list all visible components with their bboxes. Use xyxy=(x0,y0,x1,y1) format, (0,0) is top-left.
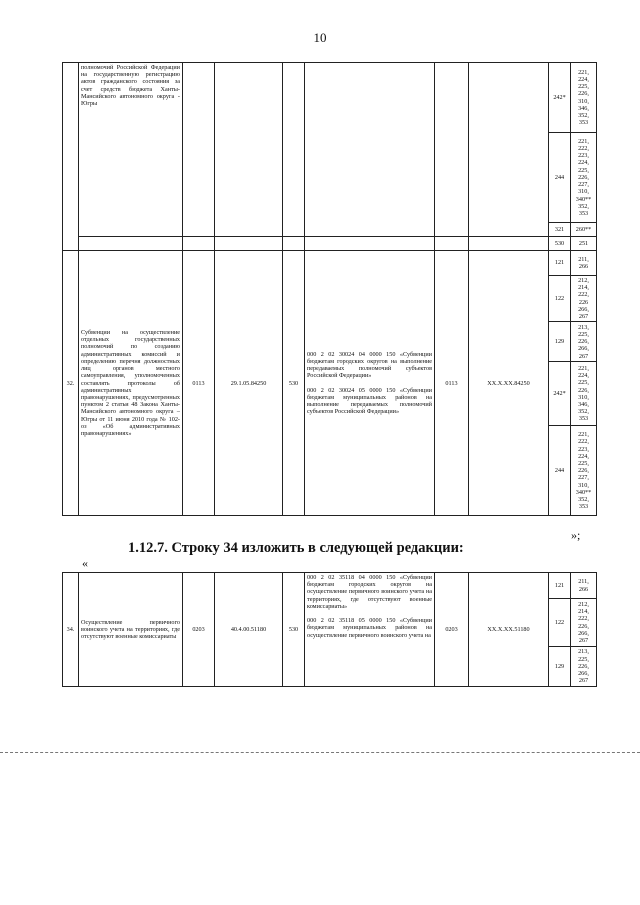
target-article: 29.1.05.84250 xyxy=(215,251,283,516)
income-code: 000 2 02 30024 04 0000 150 «Субвенции бюджетам городских округов на выполнение передаваемых полномочий субъектов Российской Федерации» 000 2 02 30024 05 0000 150 «Субвенции бюджетам муниципальных районов на выполнение передаваемых полномочий субъектов Российской Федерации» xyxy=(305,251,435,516)
expense-type: 530 xyxy=(283,573,305,687)
expense-code: 129 xyxy=(549,322,571,362)
subcode-list: 213, 225, 226, 266, 267 xyxy=(571,647,597,687)
subcode-list: 213, 225, 226, 266, 267 xyxy=(571,322,597,362)
table-row-34 xyxy=(62,572,597,687)
expense-code: 530 xyxy=(549,237,571,251)
subcode-list: 212, 214, 222, 226 266, 267 xyxy=(571,276,597,322)
table-row xyxy=(63,63,79,251)
expense-code: 242* xyxy=(549,362,571,426)
expense-code: 122 xyxy=(549,276,571,322)
item-description: полномочий Российской Федерации на государственную регистрацию актов гражданского состояния за счет средств бюджета Ханты-Мансийского автономного округа - Югры xyxy=(79,63,183,237)
closing-quote: »; xyxy=(571,528,581,542)
target-article-2: ХХ.Х.ХХ.51180 xyxy=(469,573,549,687)
subcode-list: 251 xyxy=(571,237,597,251)
expense-code: 242* xyxy=(549,63,571,133)
section-code-2: 0113 xyxy=(435,251,469,516)
subcode-list: 211, 266 xyxy=(571,573,597,599)
row-number: 34. xyxy=(63,573,79,687)
target-article: 40.4.00.51180 xyxy=(215,573,283,687)
subcode-list: 260** xyxy=(571,223,597,237)
subcode-list: 221, 224, 225, 226, 310, 346, 352, 353 xyxy=(571,63,597,133)
opening-quote: « xyxy=(82,556,88,570)
expense-type: 530 xyxy=(283,251,305,516)
expense-code: 129 xyxy=(549,647,571,687)
subcode-list: 212, 214, 222, 226, 266, 267 xyxy=(571,599,597,647)
section-heading: 1.12.7. Строку 34 изложить в следующей редакции: xyxy=(128,540,464,556)
subcode-list: 221, 222, 223, 224, 225, 226, 227, 310, 340** 352, 353 xyxy=(571,426,597,516)
expense-code: 244 xyxy=(549,426,571,516)
subcode-list: 221, 222, 223, 224, 225, 226, 227, 310, 340** 352, 353 xyxy=(571,133,597,223)
section-code: 0203 xyxy=(183,573,215,687)
subcode-list: 211, 266 xyxy=(571,251,597,276)
divider-line xyxy=(0,752,640,753)
expense-code: 321 xyxy=(549,223,571,237)
expense-code: 244 xyxy=(549,133,571,223)
row-number: 32. xyxy=(63,251,79,516)
expense-code: 121 xyxy=(549,251,571,276)
item-description: Субвенции на осуществление отдельных государственных полномочий по созданию административных комиссий и определению перечня должностных лиц органов местного самоуправления, уполномоченных составлять протоколы об административных правонарушениях, предусмотренных пунктом 2 статьи 48 Закона Ханты-Мансийского автономного округа – Югры от 11 июня 2010 года № 102-оз «Об административных правонарушениях» xyxy=(79,251,183,516)
expense-code: 121 xyxy=(549,573,571,599)
page-number: 10 xyxy=(313,30,327,45)
expense-code: 122 xyxy=(549,599,571,647)
subcode-list: 221, 224, 225, 226, 310, 346, 352, 353 xyxy=(571,362,597,426)
item-description: Осуществление первичного воинского учета на территориях, где отсутствуют военные комиссариаты xyxy=(79,573,183,687)
section-code: 0113 xyxy=(183,251,215,516)
target-article-2: ХХ.Х.ХХ.84250 xyxy=(469,251,549,516)
section-code-2: 0203 xyxy=(435,573,469,687)
table-continuation xyxy=(62,62,597,516)
income-code: 000 2 02 35118 04 0000 150 «Субвенции бюджетам городских округов на осуществление первичного воинского учета на территориях, где отсутствуют военные комиссариаты» 000 2 02 35118 05 0000 150 «Субвенции бюджетам муниципальных районов на осуществление первичного воинского учета на xyxy=(305,573,435,687)
